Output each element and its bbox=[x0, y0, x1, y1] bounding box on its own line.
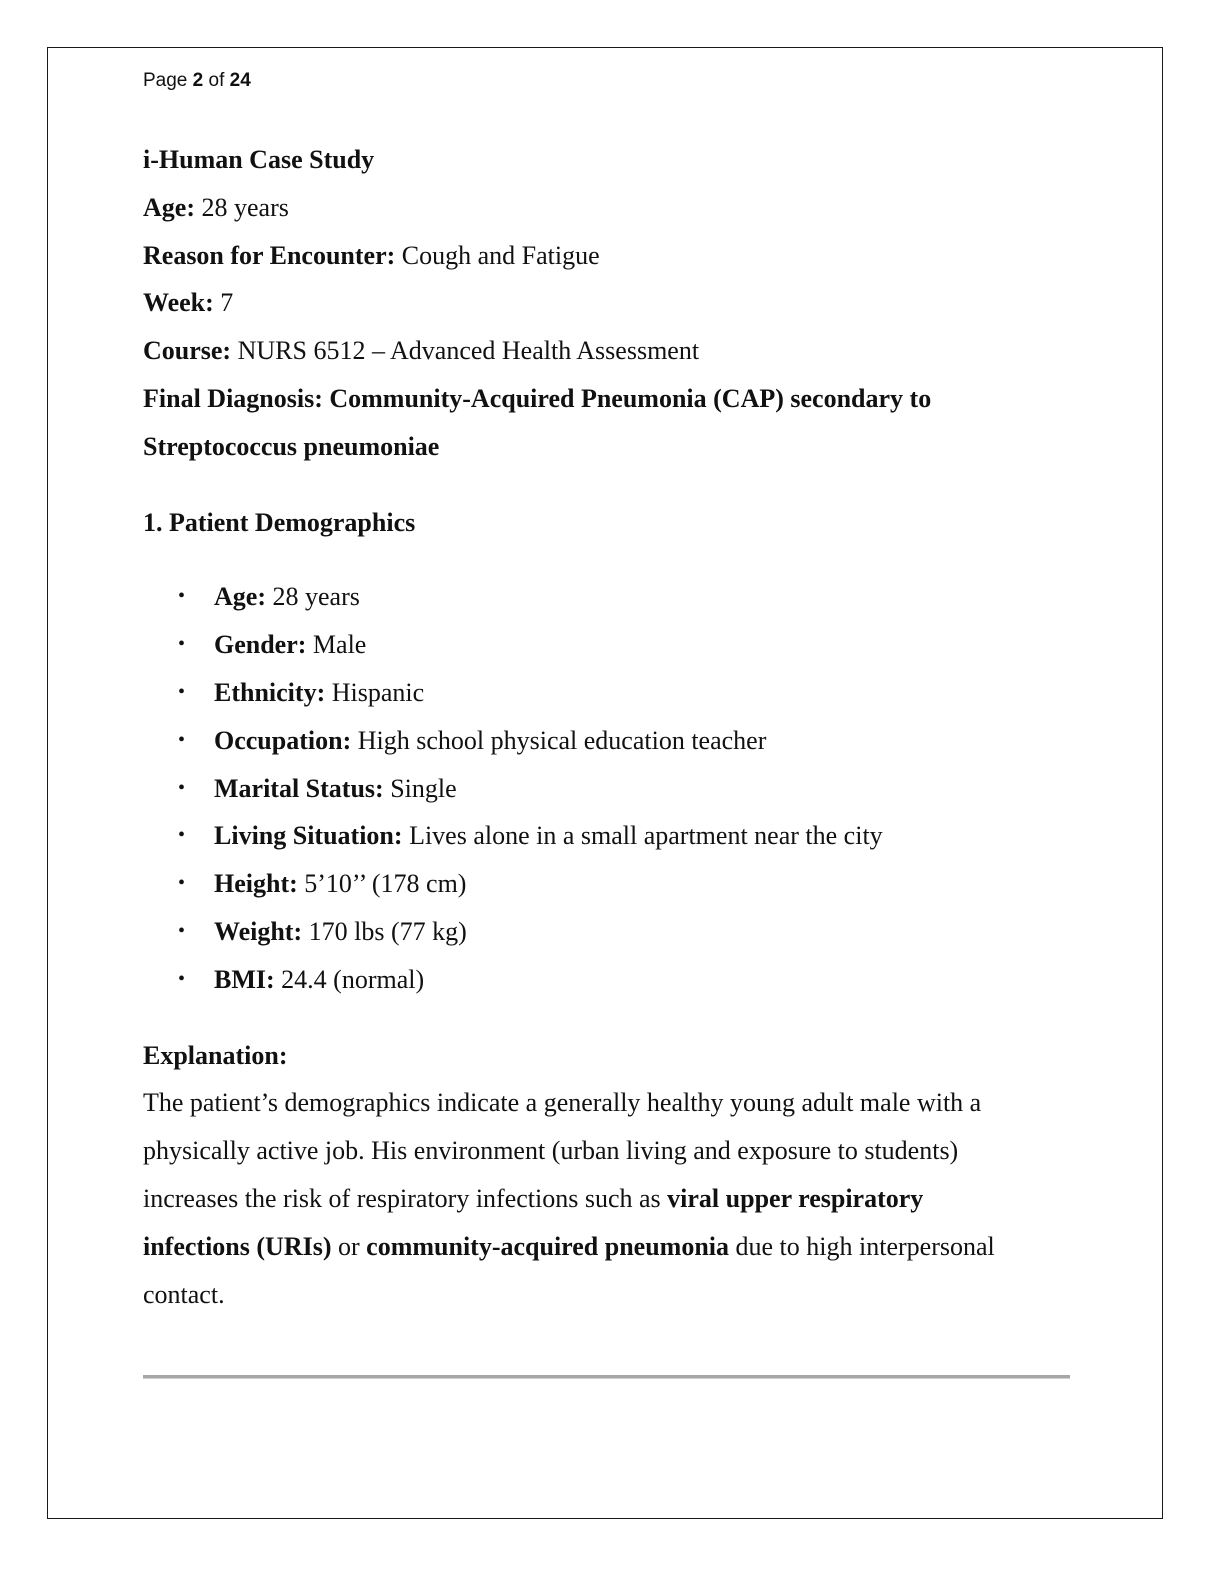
explanation-line: infections (URIs) or community-acquired pneumonia due to high interpersonal bbox=[143, 1231, 995, 1261]
bullet-icon: • bbox=[178, 967, 186, 990]
header-diagnosis: Final Diagnosis: Community-Acquired Pneumonia (CAP) secondary to bbox=[143, 383, 932, 413]
bullet-icon: • bbox=[178, 728, 186, 751]
explanation-line: The patient’s demographics indicate a generally healthy young adult male with a bbox=[143, 1088, 982, 1118]
list-item-ethnicity: • Ethnicity: Hispanic bbox=[143, 669, 1083, 717]
explanation-title: Explanation: bbox=[143, 1040, 288, 1070]
explanation-line: contact. bbox=[143, 1279, 225, 1309]
list-item-occupation: • Occupation: High school physical education teacher bbox=[143, 717, 1083, 765]
list-item-bmi: • BMI: 24.4 (normal) bbox=[143, 956, 1083, 1004]
list-item-height: • Height: 5’10’’ (178 cm) bbox=[143, 860, 1083, 908]
bullet-icon: • bbox=[178, 776, 186, 799]
bullet-icon: • bbox=[178, 919, 186, 942]
bullet-icon: • bbox=[178, 824, 186, 847]
list-item-gender: • Gender: Male bbox=[143, 621, 1083, 669]
bullet-icon: • bbox=[178, 872, 186, 895]
section-title-demographics: 1. Patient Demographics bbox=[143, 507, 416, 537]
header-age: Age: 28 years bbox=[143, 192, 289, 222]
explanation-line: increases the risk of respiratory infections such as viral upper respiratory bbox=[143, 1183, 924, 1213]
explanation-line: physically active job. His environment (urban living and exposure to students) bbox=[143, 1136, 959, 1166]
demographics-list bbox=[143, 573, 1083, 1003]
header-reason: Reason for Encounter: Cough and Fatigue bbox=[143, 240, 600, 270]
header-course: Course: NURS 6512 – Advanced Health Assessment bbox=[143, 336, 700, 366]
page-number bbox=[143, 70, 251, 92]
horizontal-rule bbox=[143, 1375, 1070, 1378]
page-number-current: 2 bbox=[192, 70, 204, 91]
header-diagnosis-cont: Streptococcus pneumoniae bbox=[143, 431, 440, 461]
list-item-marital-status: • Marital Status: Single bbox=[143, 765, 1083, 813]
page-number-prefix: Page bbox=[143, 70, 188, 91]
explanation-paragraph bbox=[143, 1079, 1063, 1318]
case-study-title: i-Human Case Study bbox=[143, 145, 375, 174]
bullet-icon: • bbox=[178, 680, 186, 703]
header-week: Week: 7 bbox=[143, 288, 234, 318]
bullet-icon: • bbox=[178, 585, 186, 608]
document-content bbox=[143, 136, 1083, 1318]
bullet-icon: • bbox=[178, 633, 186, 656]
page-number-of: of bbox=[208, 70, 225, 91]
list-item-age: • Age: 28 years bbox=[143, 573, 1083, 621]
list-item-living-situation: • Living Situation: Lives alone in a small apartment near the city bbox=[143, 812, 1083, 860]
list-item-weight: • Weight: 170 lbs (77 kg) bbox=[143, 908, 1083, 956]
page-number-total: 24 bbox=[229, 70, 251, 91]
